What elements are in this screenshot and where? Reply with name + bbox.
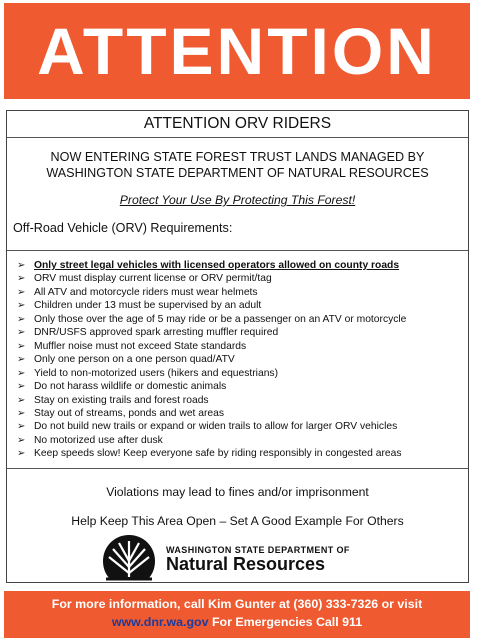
panel-heading: ATTENTION ORV RIDERS [143,115,332,132]
requirement-item [17,326,467,339]
requirement-item [17,299,467,312]
arrow-bullet-icon: ➢ [17,394,26,406]
notice-panel [6,110,469,583]
requirement-text: Yield to non-motorized users (hikers and equestrians) [34,367,279,379]
dnr-website-link[interactable]: www.dnr.wa.gov [111,615,209,629]
violations-notice: Violations may lead to fines and/or imprisonment [106,485,369,499]
footer-contact: For more information, call Kim Gunter at (360) 333-7326 or visit [51,597,423,611]
arrow-bullet-icon: ➢ [17,273,26,285]
requirement-text: Muffler noise must not exceed State standards [34,340,247,352]
requirement-item [17,313,467,326]
protect-slogan: Protect Your Use By Protecting This Forest! [119,193,356,207]
arrow-bullet-icon: ➢ [17,421,26,433]
requirement-text: No motorized use after dusk [34,434,163,446]
info-footer [4,591,470,638]
entering-line-1: NOW ENTERING STATE FOREST TRUST LANDS MANAGED BY [50,150,425,164]
requirement-text: DNR/USFS approved spark arresting muffler required [34,327,279,339]
logo-text-name: Natural Resources [166,554,326,574]
divider [7,250,468,251]
requirement-text: Stay out of streams, ponds and wet areas [34,407,225,419]
requirement-item [17,259,467,272]
divider [7,468,468,469]
attention-banner [4,3,470,99]
requirement-item [17,367,467,380]
requirement-text: All ATV and motorcycle riders must wear helmets [34,286,258,298]
arrow-bullet-icon: ➢ [17,381,26,393]
arrow-bullet-icon: ➢ [17,286,26,298]
requirement-item [17,434,467,447]
entering-notice [7,149,468,181]
requirements-list [17,259,467,461]
dnr-leaf-icon [100,533,158,581]
requirement-text: Only one person on a one person quad/ATV [34,354,235,366]
arrow-bullet-icon: ➢ [17,354,26,366]
requirement-text: Do not harass wildlife or domestic animals [34,381,227,393]
requirement-item [17,394,467,407]
arrow-bullet-icon: ➢ [17,300,26,312]
requirement-item [17,447,467,460]
requirement-text: Do not build new trails or expand or widen trails to allow for larger ORV vehicles [34,421,398,433]
dnr-logo [100,533,350,581]
requirement-item [17,420,467,433]
requirement-item [17,380,467,393]
arrow-bullet-icon: ➢ [17,327,26,339]
arrow-bullet-icon: ➢ [17,407,26,419]
arrow-bullet-icon: ➢ [17,340,26,352]
keep-open-notice: Help Keep This Area Open – Set A Good Example For Others [71,514,404,528]
requirement-text: Keep speeds slow! Keep everyone safe by riding responsibly in congested areas [34,448,402,460]
requirement-item [17,407,467,420]
requirement-item [17,286,467,299]
arrow-bullet-icon: ➢ [17,367,26,379]
requirement-text: Stay on existing trails and forest roads [34,394,209,406]
arrow-bullet-icon: ➢ [17,260,26,271]
entering-line-2: WASHINGTON STATE DEPARTMENT OF NATURAL RESOURCES [46,166,429,180]
requirement-text: ORV must display current license or ORV permit/tag [34,273,272,285]
logo-text-dept: WASHINGTON STATE DEPARTMENT OF [166,545,350,555]
banner-title: ATTENTION [37,14,437,88]
emergency-text: For Emergencies Call 911 [208,615,363,629]
requirement-item [17,272,467,285]
divider [7,137,468,138]
arrow-bullet-icon: ➢ [17,434,26,446]
requirement-item [17,353,467,366]
requirement-item [17,340,467,353]
arrow-bullet-icon: ➢ [17,448,26,460]
requirement-text: Only those over the age of 5 may ride or be a passenger on an ATV or motorcycle [34,313,407,325]
requirements-label: Off-Road Vehicle (ORV) Requirements: [13,221,233,235]
requirement-text: Children under 13 must be supervised by an adult [34,300,262,312]
requirement-text: Only street legal vehicles with licensed operators allowed on county roads [34,260,400,271]
footer-emergency [4,615,470,629]
arrow-bullet-icon: ➢ [17,313,26,325]
